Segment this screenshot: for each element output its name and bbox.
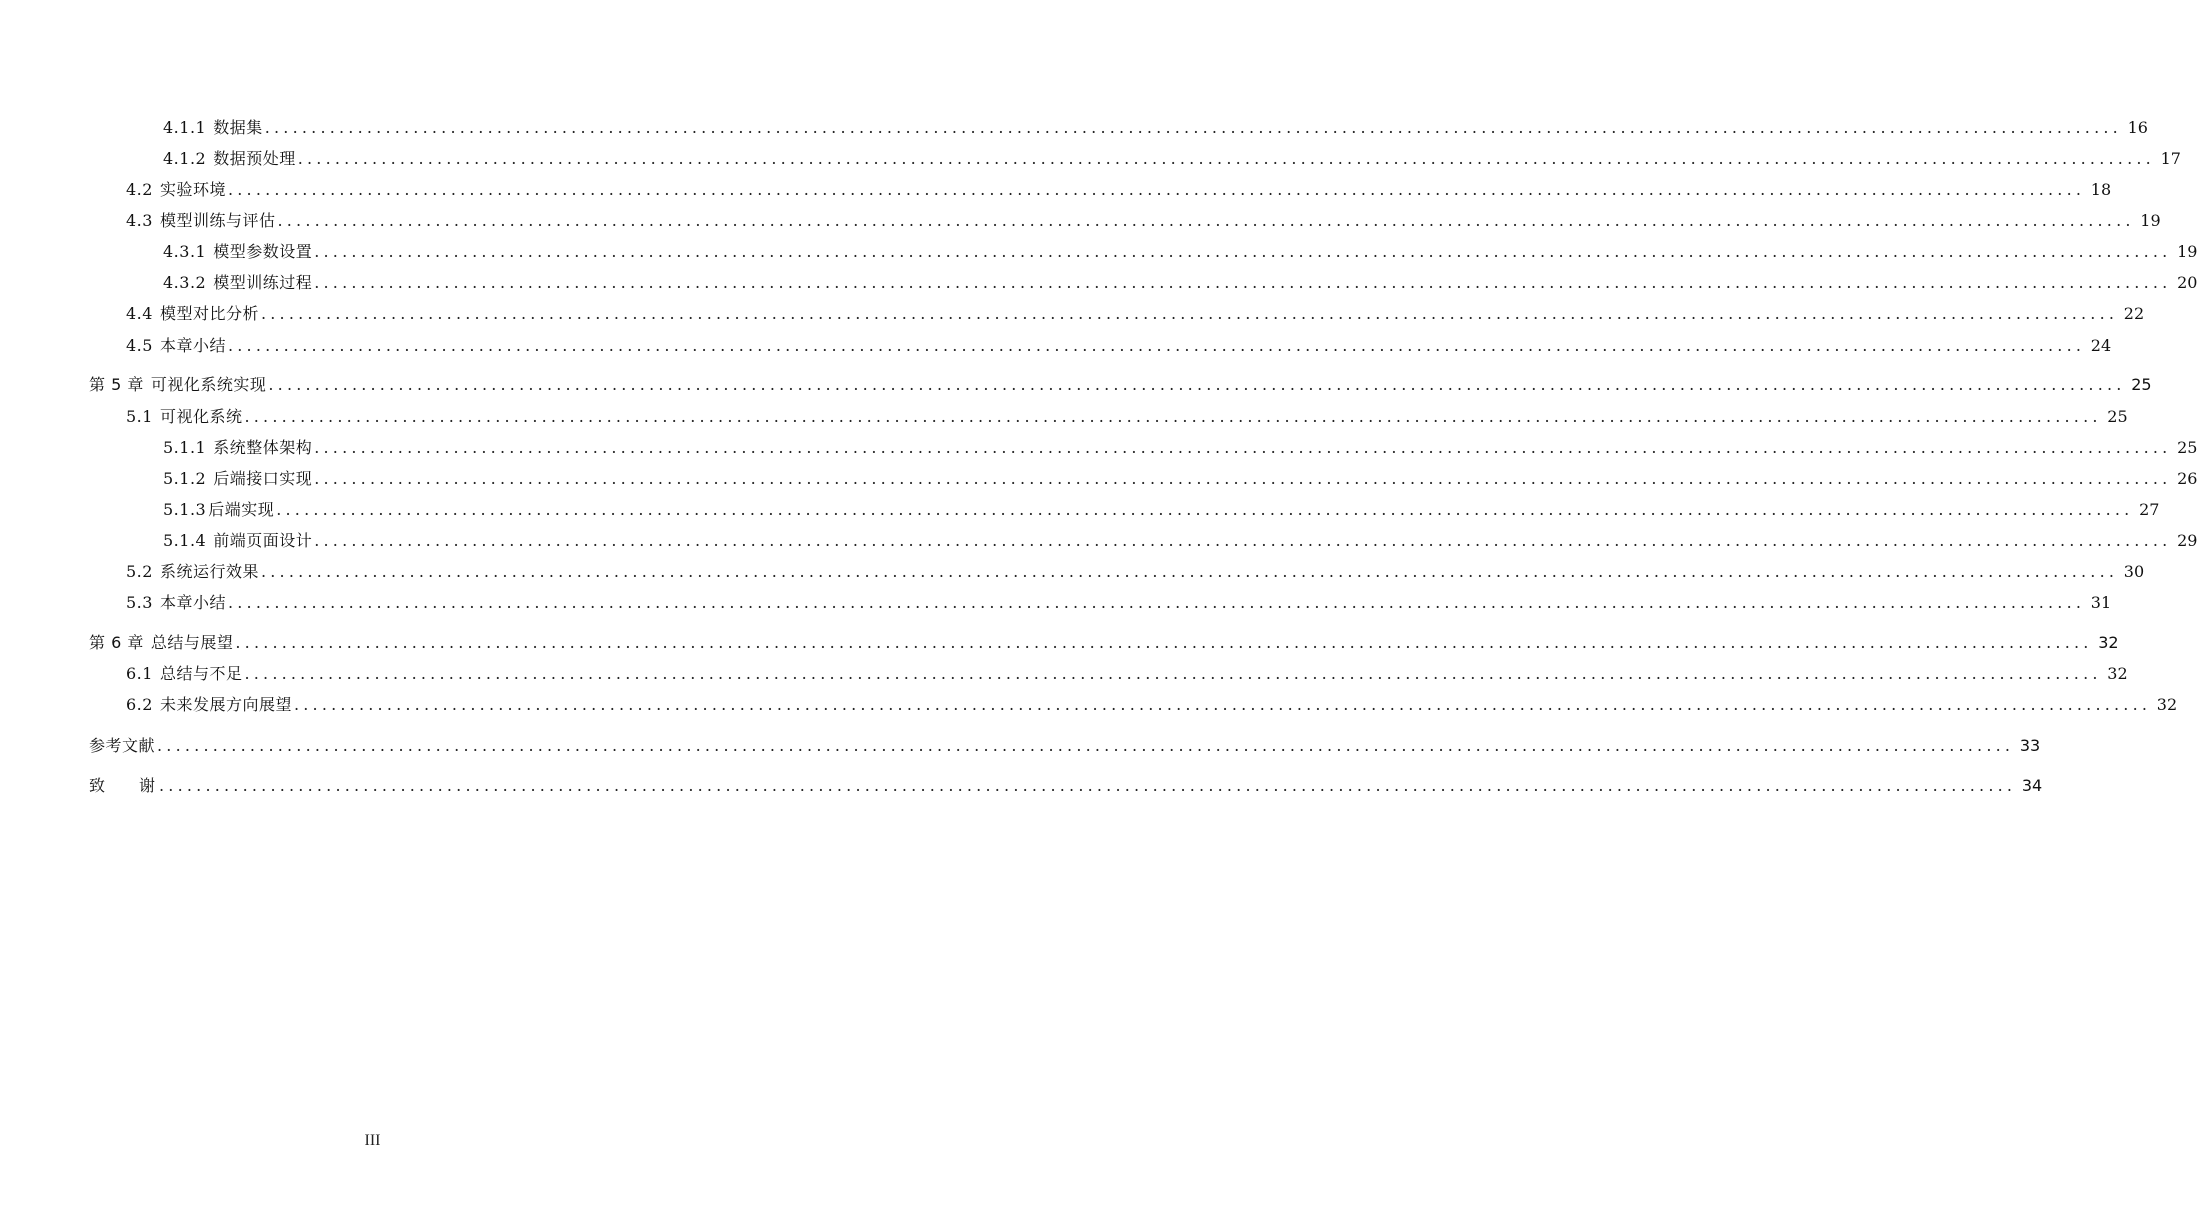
toc-entry[interactable] <box>126 334 2112 358</box>
toc-leader-dots: ........................................................................................................................................................................................................ <box>276 500 2134 519</box>
toc-entry-title <box>163 467 312 491</box>
toc-entry-label: 数据预处理 <box>213 149 296 168</box>
toc-entry-label: 模型对比分析 <box>159 304 259 323</box>
toc-entry-title <box>89 734 155 758</box>
toc-entry[interactable] <box>126 178 2112 202</box>
toc-entry-page: 26 <box>2177 469 2197 488</box>
toc-entry[interactable] <box>126 693 2178 717</box>
toc-entry-label: 数据集 <box>213 118 263 137</box>
toc-entry-page: 16 <box>2127 118 2148 137</box>
toc-entry[interactable] <box>126 209 2161 233</box>
toc-entry-number: 4.4 <box>126 304 153 323</box>
toc-entry-label: 模型训练与评估 <box>159 211 276 230</box>
toc-entry-number: 5.1.3 <box>163 500 207 519</box>
toc-entry-label: 后端实现 <box>208 500 275 519</box>
toc-entry-page: 25 <box>2107 407 2128 426</box>
toc-leader-dots: ........................................................................................................................................................................................................ <box>314 469 2172 488</box>
toc-entry-page: 20 <box>2177 273 2197 292</box>
toc-entry-page: 18 <box>2090 180 2112 199</box>
toc-entry-number: 4.5 <box>126 336 153 355</box>
toc-leader-dots: ........................................................................................................................................................................................................ <box>260 304 2119 323</box>
toc-entry-number: 4.2 <box>126 180 153 199</box>
toc-entry-page: 24 <box>2090 336 2112 355</box>
toc-leader-dots: ........................................................................................................................................................................................................ <box>159 776 2017 795</box>
toc-entry-page: 25 <box>2177 438 2197 457</box>
toc-entry-number: 6.1 <box>126 664 153 683</box>
toc-entry[interactable] <box>163 498 2160 522</box>
toc-entry-label: 致谢 <box>89 776 190 795</box>
toc-leader-dots: ........................................................................................................................................................................................................ <box>244 664 2102 683</box>
toc-entry-title <box>126 405 242 429</box>
toc-entry-number: 4.1.1 <box>163 118 207 137</box>
toc-entry-title <box>163 240 312 264</box>
toc-leader-dots: ........................................................................................................................................................................................................ <box>235 633 2093 652</box>
toc-entry-page: 22 <box>2123 304 2145 323</box>
toc-entry-label: 可视化系统 <box>159 407 243 426</box>
toc-entry-page: 31 <box>2090 593 2112 612</box>
toc-entry-page: 30 <box>2123 562 2145 581</box>
toc-entry-page: 25 <box>2131 375 2152 394</box>
toc-entry-label: 可视化系统实现 <box>150 375 267 394</box>
toc-chapter-entry[interactable] <box>89 373 2152 397</box>
toc-entry-number: 5.1.2 <box>163 469 207 488</box>
toc-entry-number: 6.2 <box>126 695 153 714</box>
toc-entry-title <box>163 116 263 140</box>
toc-entry[interactable] <box>126 662 2128 686</box>
toc-entry-label: 模型参数设置 <box>213 242 313 261</box>
toc-leader-dots: ........................................................................................................................................................................................................ <box>314 438 2172 457</box>
toc-entry-page: 34 <box>2021 776 2043 795</box>
toc-entry-label: 模型训练过程 <box>213 273 313 292</box>
toc-entry[interactable] <box>163 271 2197 295</box>
toc-entry-number: 5.2 <box>126 562 153 581</box>
toc-entry-label: 参考文献 <box>89 736 156 755</box>
toc-leader-dots: ........................................................................................................................................................................................................ <box>157 736 2015 755</box>
toc-leader-dots: ........................................................................................................................................................................................................ <box>314 531 2172 550</box>
toc-leader-dots: ........................................................................................................................................................................................................ <box>264 118 2122 137</box>
toc-entry-number: 4.3.2 <box>163 273 207 292</box>
toc-entry-title <box>126 209 275 233</box>
toc-entry[interactable] <box>163 436 2197 460</box>
toc-entry-page: 29 <box>2177 531 2197 550</box>
toc-entry-title <box>163 147 296 171</box>
page-number: III <box>364 1132 381 1149</box>
toc-leader-dots: ........................................................................................................................................................................................................ <box>293 695 2152 714</box>
toc-references-entry[interactable] <box>89 734 2041 758</box>
toc-entry-label: 系统运行效果 <box>159 562 259 581</box>
toc-entry-label: 未来发展方向展望 <box>159 695 292 714</box>
toc-entry-title <box>126 591 226 615</box>
toc-entry-label: 本章小结 <box>159 593 226 612</box>
toc-entry-label: 后端接口实现 <box>213 469 313 488</box>
toc-entry-title <box>163 498 274 522</box>
toc-entry-page: 32 <box>2098 633 2119 652</box>
toc-chapter-entry[interactable] <box>89 631 2119 655</box>
toc-entry-number: 4.3 <box>126 211 153 230</box>
toc-entry-page: 32 <box>2107 664 2128 683</box>
toc-leader-dots: ........................................................................................................................................................................................................ <box>297 149 2155 168</box>
toc-entry[interactable] <box>163 147 2181 171</box>
toc-leader-dots: ........................................................................................................................................................................................................ <box>277 211 2135 230</box>
toc-leader-dots: ........................................................................................................................................................................................................ <box>260 562 2119 581</box>
toc-leader-dots: ........................................................................................................................................................................................................ <box>227 593 2086 612</box>
toc-entry-title <box>163 436 312 460</box>
toc-entry-title <box>126 662 242 686</box>
toc-entry-page: 19 <box>2177 242 2197 261</box>
toc-acknowledgements-entry[interactable] <box>89 774 2043 798</box>
toc-entry[interactable] <box>163 240 2197 264</box>
toc-entry-page: 32 <box>2156 695 2178 714</box>
toc-entry-page: 19 <box>2140 211 2161 230</box>
toc-entry-number: 5.1.1 <box>163 438 207 457</box>
toc-leader-dots: ........................................................................................................................................................................................................ <box>268 375 2126 394</box>
toc-entry[interactable] <box>163 467 2197 491</box>
toc-entry-label: 前端页面设计 <box>213 531 313 550</box>
toc-entry-title <box>126 560 259 584</box>
toc-entry-title <box>89 631 233 655</box>
toc-entry-number: 第 5 章 <box>89 375 144 394</box>
toc-entry-number: 5.3 <box>126 593 153 612</box>
toc-leader-dots: ........................................................................................................................................................................................................ <box>244 407 2102 426</box>
toc-leader-dots: ........................................................................................................................................................................................................ <box>314 242 2172 261</box>
toc-leader-dots: ........................................................................................................................................................................................................ <box>314 273 2172 292</box>
toc-entry-label: 总结与不足 <box>159 664 243 683</box>
toc-entry-label: 本章小结 <box>159 336 226 355</box>
toc-leader-dots: ........................................................................................................................................................................................................ <box>227 336 2086 355</box>
toc-entry-number: 4.1.2 <box>163 149 207 168</box>
toc-entry-page: 33 <box>2019 736 2041 755</box>
toc-entry-label: 系统整体架构 <box>213 438 313 457</box>
toc-entry[interactable] <box>126 591 2112 615</box>
toc-entry-number: 第 6 章 <box>89 633 144 652</box>
toc-entry-title <box>126 302 259 326</box>
toc-entry-title <box>126 178 226 202</box>
toc-entry-label: 总结与展望 <box>150 633 234 652</box>
toc-entry-page: 27 <box>2139 500 2160 519</box>
toc-entry[interactable] <box>126 405 2128 429</box>
toc-entry-title <box>89 373 266 397</box>
toc-entry-title <box>163 529 312 553</box>
toc-entry[interactable] <box>163 529 2197 553</box>
toc-entry-title <box>126 334 226 358</box>
toc-entry-number: 4.3.1 <box>163 242 207 261</box>
toc-entry[interactable] <box>126 302 2145 326</box>
toc-entry[interactable] <box>163 116 2148 140</box>
toc-entry-page: 17 <box>2160 149 2181 168</box>
toc-entry-title <box>126 693 292 717</box>
toc-leader-dots: ........................................................................................................................................................................................................ <box>227 180 2086 199</box>
toc-entry-title <box>163 271 312 295</box>
toc-entry-number: 5.1 <box>126 407 153 426</box>
toc-entry-label: 实验环境 <box>159 180 226 199</box>
toc-entry-number: 5.1.4 <box>163 531 207 550</box>
toc-entry[interactable] <box>126 560 2145 584</box>
